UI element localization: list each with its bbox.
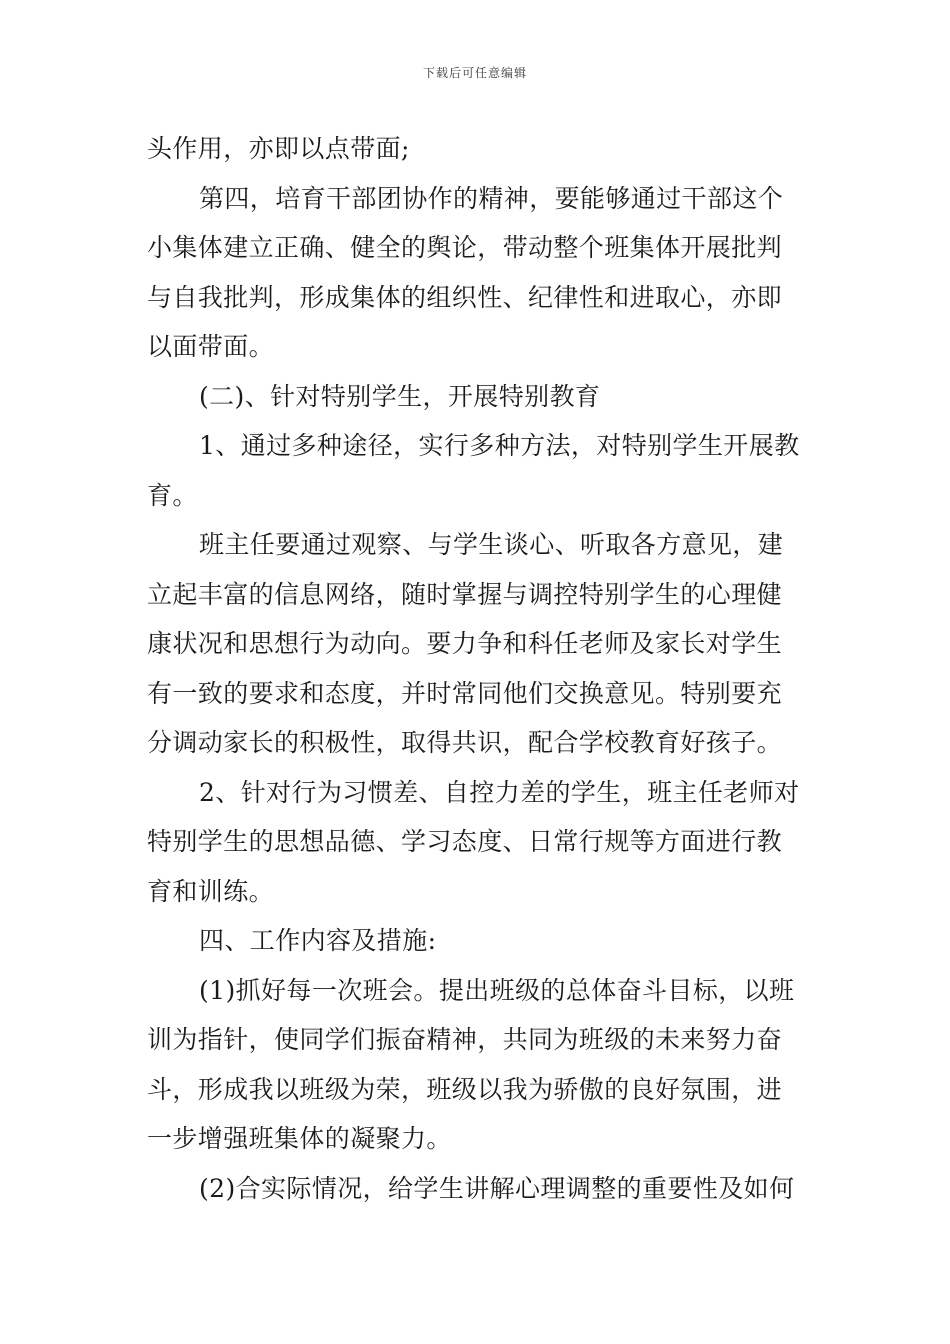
text-line: 头作用，亦即以点带面; xyxy=(147,134,410,163)
text-line: 康状况和思想行为动向。要力争和科任老师及家长对学生 xyxy=(147,629,783,658)
text-line: (二)、针对特别学生，开展特别教育 xyxy=(199,381,601,411)
document-body xyxy=(147,124,807,1213)
text-line: 与自我批判，形成集体的组织性、纪律性和进取心，亦即 xyxy=(147,282,783,312)
text-line: 斗，形成我以班级为荣，班级以我为骄傲的良好氛围，进 xyxy=(147,1074,783,1104)
text-line: 立起丰富的信息网络，随时掌握与调控特别学生的心理健 xyxy=(147,579,783,609)
text-line: 以面带面。 xyxy=(147,332,275,361)
text-line: 四、工作内容及措施: xyxy=(199,926,437,955)
text-line: 分调动家长的积极性，取得共识，配合学校教育好孩子。 xyxy=(147,728,783,757)
text-line: 有一致的要求和态度，并时常同他们交换意见。特别要充 xyxy=(147,678,783,708)
text-line: 班主任要通过观察、与学生谈心、听取各方意见，建 xyxy=(199,530,784,559)
text-line: 育。 xyxy=(147,480,198,510)
page-header: 下载后可任意编辑 xyxy=(422,66,527,80)
text-line: (2)合实际情况，给学生讲解心理调整的重要性及如何 xyxy=(199,1173,795,1203)
text-line: 第四，培育干部团协作的精神，要能够通过干部这个 xyxy=(199,183,784,213)
text-line: 一步增强班集体的凝聚力。 xyxy=(147,1124,452,1153)
text-line: 育和训练。 xyxy=(147,876,275,906)
text-line: 特别学生的思想品德、学习态度、日常行规等方面进行教 xyxy=(147,827,783,856)
text-line: 小集体建立正确、健全的舆论，带动整个班集体开展批判 xyxy=(147,233,783,262)
text-line: (1)抓好每一次班会。提出班级的总体奋斗目标，以班 xyxy=(199,975,795,1005)
text-line: 2、针对行为习惯差、自控力差的学生，班主任老师对 xyxy=(199,777,800,807)
text-line: 1、通过多种途径，实行多种方法，对特别学生开展教 xyxy=(199,431,800,460)
text-line: 训为指针，使同学们振奋精神，共同为班级的未来努力奋 xyxy=(147,1025,783,1054)
